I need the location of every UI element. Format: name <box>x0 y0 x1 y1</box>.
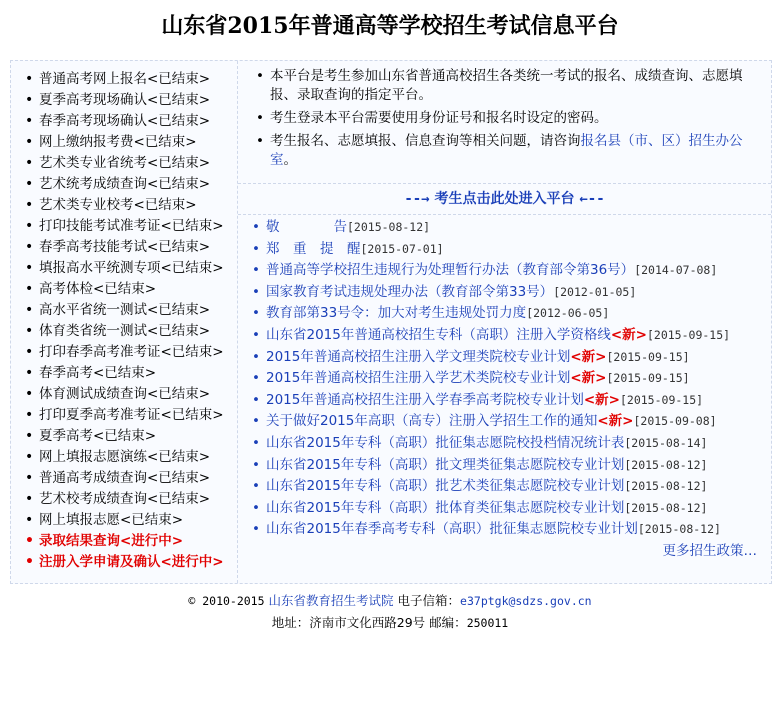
news-item <box>250 411 771 433</box>
news-title-link[interactable]: 山东省2015年专科（高职）批征集志愿院校投档情况统计表 <box>266 434 625 451</box>
news-item <box>250 260 771 282</box>
sidebar-item[interactable]: • 体育类省统一测试<已结束> <box>23 321 237 342</box>
postcode: 250011 <box>466 616 509 630</box>
footer-line-2 <box>0 612 780 634</box>
new-badge: <新> <box>570 348 607 365</box>
sidebar-item[interactable]: • 网上填报志愿<已结束> <box>23 510 237 531</box>
sidebar-item[interactable]: • 录取结果查询<进行中> <box>23 531 237 552</box>
sidebar-item[interactable]: • 夏季高考<已结束> <box>23 426 237 447</box>
arrow-left-icon: ←-- <box>579 191 605 207</box>
notice-item: • 考生登录本平台需要使用身份证号和报名时设定的密码。 <box>254 109 759 128</box>
more-policies-link[interactable]: 更多招生政策… <box>662 542 757 559</box>
news-title-link[interactable]: 关于做好2015年高职（高专）注册入学招生工作的通知 <box>266 413 598 430</box>
sidebar-item[interactable]: • 网上填报志愿演练<已结束> <box>23 447 237 468</box>
sidebar-item[interactable]: • 春季高考现场确认<已结束> <box>23 111 237 132</box>
news-date: [2015-09-15] <box>606 349 690 364</box>
footer <box>0 590 780 634</box>
news-date: [2015-08-14] <box>624 435 708 450</box>
sidebar-item[interactable]: • 普通高考网上报名<已结束> <box>23 69 237 90</box>
new-badge: <新> <box>570 370 607 387</box>
news-date: [2012-06-05] <box>526 306 610 321</box>
news-title-link[interactable]: 山东省2015年普通高校招生专科（高职）注册入学资格线 <box>266 326 611 343</box>
news-date: [2015-08-12] <box>624 457 708 472</box>
news-list <box>238 215 771 541</box>
new-badge: <新> <box>610 326 647 343</box>
content <box>238 61 771 583</box>
sidebar-item[interactable]: • 夏季高考现场确认<已结束> <box>23 90 237 111</box>
postcode-label: 邮编： <box>429 615 467 630</box>
main-frame <box>10 60 772 584</box>
sidebar-item[interactable]: • 艺术校考成绩查询<已结束> <box>23 489 237 510</box>
news-date: [2015-09-15] <box>646 327 731 342</box>
news-item <box>250 347 771 369</box>
sidebar-item[interactable]: • 体育测试成绩查询<已结束> <box>23 384 237 405</box>
footer-line-1 <box>0 590 780 612</box>
news-date: [2015-08-12] <box>624 500 708 515</box>
sidebar-item[interactable]: • 填报高水平统测专项<已结束> <box>23 258 237 279</box>
news-title-link[interactable]: 2015年普通高校招生注册入学艺术类院校专业计划 <box>266 370 571 387</box>
sidebar <box>11 61 238 583</box>
email-link[interactable]: e37ptgk@sdzs.gov.cn <box>460 594 592 608</box>
news-item <box>250 498 771 520</box>
sidebar-item[interactable]: • 春季高考<已结束> <box>23 363 237 384</box>
local-office-link[interactable]: 报名县（市、区）招生办公室 <box>270 133 743 168</box>
news-date: [2015-08-12] <box>637 522 721 537</box>
news-title-link[interactable]: 国家教育考试违规处理办法（教育部令第33号） <box>266 283 554 300</box>
news-date: [2015-09-15] <box>606 371 690 386</box>
news-date: [2015-08-12] <box>347 220 431 234</box>
news-date: [2012-01-05] <box>553 284 637 299</box>
address-label: 地址： <box>271 615 310 630</box>
news-item <box>250 433 771 455</box>
notice-item <box>254 132 759 170</box>
page-title: 山东省2015年普通高等学校招生考试信息平台 <box>161 13 619 39</box>
news-date: [2014-07-08] <box>634 263 718 278</box>
news-title-link[interactable]: 郑 重 提 醒 <box>266 240 361 257</box>
sidebar-item[interactable]: • 艺术类专业省统考<已结束> <box>23 153 237 174</box>
new-badge: <新> <box>597 413 634 430</box>
sidebar-item[interactable]: • 网上缴纳报考费<已结束> <box>23 132 237 153</box>
new-badge: <新> <box>583 391 620 408</box>
news-title-link[interactable]: 普通高等学校招生违规行为处理暂行办法（教育部令第36号） <box>266 262 635 279</box>
news-date: [2015-07-01] <box>360 241 444 256</box>
org-link[interactable]: 山东省教育招生考试院 <box>268 593 394 608</box>
news-date: [2015-08-12] <box>624 479 708 494</box>
news-title-link[interactable]: 山东省2015年专科（高职）批体育类征集志愿院校专业计划 <box>266 499 625 516</box>
sidebar-item[interactable]: • 春季高考技能考试<已结束> <box>23 237 237 258</box>
news-title-link[interactable]: 2015年普通高校招生注册入学春季高考院校专业计划 <box>266 391 584 408</box>
sidebar-item[interactable]: • 打印夏季高考准考证<已结束> <box>23 405 237 426</box>
email-label: 电子信箱： <box>397 593 461 608</box>
news-item <box>250 476 771 498</box>
address: 济南市文化西路29号 <box>309 615 426 630</box>
news-item <box>250 455 771 477</box>
enter-platform-link[interactable] <box>238 184 771 215</box>
sidebar-item[interactable]: • 艺术统考成绩查询<已结束> <box>23 174 237 195</box>
news-date: [2015-09-15] <box>619 392 704 407</box>
sidebar-item[interactable]: • 普通高考成绩查询<已结束> <box>23 468 237 489</box>
sidebar-item[interactable]: • 注册入学申请及确认<进行中> <box>23 552 237 573</box>
arrow-right-icon: --→ <box>404 191 430 207</box>
notice-text: 考生报名、志愿填报、信息查询等相关问题，请咨询 <box>270 133 581 149</box>
sidebar-item[interactable]: • 高水平省统一测试<已结束> <box>23 300 237 321</box>
enter-platform-label[interactable]: 考生点击此处进入平台 <box>434 191 575 207</box>
sidebar-item[interactable]: • 高考体检<已结束> <box>23 279 237 300</box>
notice-panel <box>238 61 771 184</box>
sidebar-item[interactable]: • 艺术类专业校考<已结束> <box>23 195 237 216</box>
news-title-link[interactable]: 山东省2015年专科（高职）批艺术类征集志愿院校专业计划 <box>266 478 625 495</box>
news-title-link[interactable]: 敬 告 <box>266 219 347 235</box>
news-item <box>250 519 771 541</box>
news-title-link[interactable]: 山东省2015年专科（高职）批文理类征集志愿院校专业计划 <box>266 456 625 473</box>
news-item <box>250 282 771 304</box>
news-title-link[interactable]: 教育部第33号令：加大对考生违规处罚力度 <box>266 305 527 322</box>
notice-text: 。 <box>283 152 297 168</box>
news-item <box>250 239 771 261</box>
news-title-link[interactable]: 山东省2015年春季高考专科（高职）批征集志愿院校专业计划 <box>266 521 638 538</box>
sidebar-item[interactable]: • 打印技能考试准考证<已结束> <box>23 216 237 237</box>
sidebar-item[interactable]: • 打印春季高考准考证<已结束> <box>23 342 237 363</box>
sidebar-list <box>11 61 237 573</box>
news-item <box>250 390 771 412</box>
news-date: [2015-09-08] <box>633 414 717 429</box>
news-title-link[interactable]: 2015年普通高校招生注册入学文理类院校专业计划 <box>266 348 571 365</box>
notice-item: • 本平台是考生参加山东省普通高校招生各类统一考试的报名、成绩查询、志愿填报、录取查询的指定平台。 <box>254 67 759 105</box>
news-item <box>250 325 771 347</box>
copyright: © 2010-2015 <box>188 594 265 608</box>
news-item <box>250 368 771 390</box>
news-item <box>250 217 771 239</box>
news-item <box>250 303 771 325</box>
